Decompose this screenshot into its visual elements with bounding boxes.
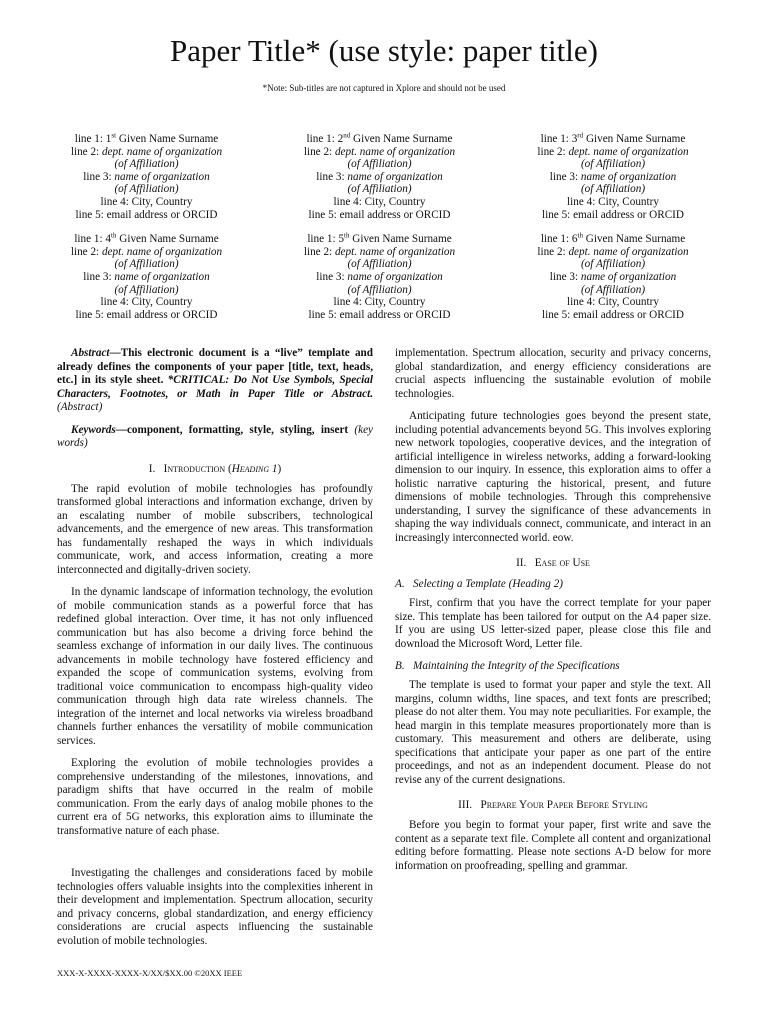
author-block [30,133,730,321]
copyright-footer: XXX-X-XXXX-XXXX-X/XX/$XX.00 ©20XX IEEE [57,968,243,978]
intro-paragraph-3: Exploring the evolution of mobile technologies provides a comprehensive understanding of the milestones, innovations, and paradigm shifts that have occurred in the realm of mobile communication. From the early days of analog mobile phones to the current era of 5G networks, this exploration aims to illuminate the transformative nature of each phase. [57,757,373,837]
section-heading-introduction: I. Introduction (Heading 1) [148,462,282,475]
prepare-paper-paragraph: Before you begin to format your paper, first write and save the content as a separate text file. Complete all content and organizational editing before formatting. Please note sections A-D below for more information on proofreading, spelling and grammar. [395,819,711,872]
abstract: Abstract—This electronic document is a “live” template and already defines the components of your paper [title, text, heads, etc.] in its style sheet. *CRITICAL: Do Not Use Symbols, Special Characters, Footnotes, or Math in Paper Title or Abstract. (Abstract) [57,347,373,413]
author-3: line 1: 3rd Given Name Surname line 2: dept. name of organization (of Affiliation) line 3: name of organization (of Affiliation) line 4: City, Country line 5: email address or ORCID [537,131,689,221]
keywords: Keywords—component, formatting, style, styling, insert (key words) [57,423,373,449]
subsection-heading-maintaining-integrity: B. Maintaining the Integrity of the Specifications [395,660,620,672]
author-2: line 1: 2nd Given Name Surname line 2: dept. name of organization (of Affiliation) line 3: name of organization (of Affiliation) line 4: City, Country line 5: email address or ORCID [303,131,456,221]
selecting-template-paragraph: First, confirm that you have the correct template for your paper size. This template has been tailored for output on the A4 paper size. If you are using US letter-sized paper, please close this file and download the Microsoft Word, Letter file. [395,597,711,650]
intro-paragraph-4: Investigating the challenges and considerations faced by mobile technologies offers valuable insights into the complexities inherent in their development and implementation. Spectrum allocation, security and privacy concerns, global standardization, and energy efficiency considerations are crucial aspects influencing the sustainable evolution of mobile technologies. [57,867,373,947]
intro-paragraph-2: In the dynamic landscape of information technology, the evolution of mobile communication stands as a powerful force that has redefined global interaction. Over time, it has not only influenced communication but has also become a driving force behind the seamless exchange of information in our daily lives. The continuous advancements in mobile technology have fostered efficiency and expanded the scope of communication systems, evolving from traditional voice communication to encompass high-quality video communication through high data rate wireless channels. The integration of the internet and local networks via wireless broadband channels further enhances the versatility of mobile communication services. [57,586,373,747]
intro-paragraph-1: The rapid evolution of mobile technologies has profoundly transformed global interactions and information exchange, driven by an escalating number of mobile subscribers, technological advancements, and the emergence of new areas. This transformation has fundamentally reshaped the ways in which individuals communicate, work, and access information, creating a more interconnected and digitally-driven society. [57,482,373,576]
section-heading-prepare-paper: III. Prepare Your Paper Before Styling [458,799,648,811]
subtitle-note: *Note: Sub-titles are not captured in Xplore and should not be used [262,83,506,93]
maintaining-integrity-paragraph: The template is used to format your paper and style the text. All margins, column widths, line spaces, and text fonts are prescribed; please do not alter them. You may note peculiarities. For example, the head margin in this template measures proportionately more than is customary. This measurement and others are deliberate, using specifications that anticipate your paper as one part of the entire proceedings, and not as an independent document. Please do not revise any of the current designations. [395,679,711,786]
subsection-heading-selecting-template: A. Selecting a Template (Heading 2) [395,578,563,590]
left-column [57,347,373,947]
intro-paragraph-4-continued: implementation. Spectrum allocation, security and privacy concerns, global standardization, and energy efficiency considerations are crucial aspects influencing the sustainable evolution of mobile technologies. [395,347,711,400]
paper-title: Paper Title* (use style: paper title) [170,33,598,68]
section-heading-ease-of-use: II. Ease of Use [516,557,590,569]
right-column [395,347,711,882]
author-1: line 1: 1st Given Name Surname line 2: dept. name of organization (of Affiliation) line 3: name of organization (of Affiliation) line 4: City, Country line 5: email address or ORCID [70,131,223,221]
author-5: line 1: 5th Given Name Surname line 2: dept. name of organization (of Affiliation) line 3: name of organization (of Affiliation) line 4: City, Country line 5: email address or ORCID [303,231,456,321]
author-4: line 1: 4th Given Name Surname line 2: dept. name of organization (of Affiliation) line 3: name of organization (of Affiliation) line 4: City, Country line 5: email address or ORCID [70,231,223,321]
author-6: line 1: 6th Given Name Surname line 2: dept. name of organization (of Affiliation) line 3: name of organization (of Affiliation) line 4: City, Country line 5: email address or ORCID [537,231,689,321]
intro-paragraph-5: Anticipating future technologies goes beyond the present state, including potential advancements beyond 5G. This involves exploring new network topologies, cooperative devices, and the integration of artificial intelligence in wireless networks, adding a forward-looking dimension to our inquiry. In essence, this exploration aims to offer a holistic narrative capturing the historical, present, and future dimensions of mobile technologies. Through this comprehensive understanding, I survey the significance of these advancements in shaping the way individuals connect, communicate, and interact in an increasingly interconnected world. eow. [395,410,711,544]
